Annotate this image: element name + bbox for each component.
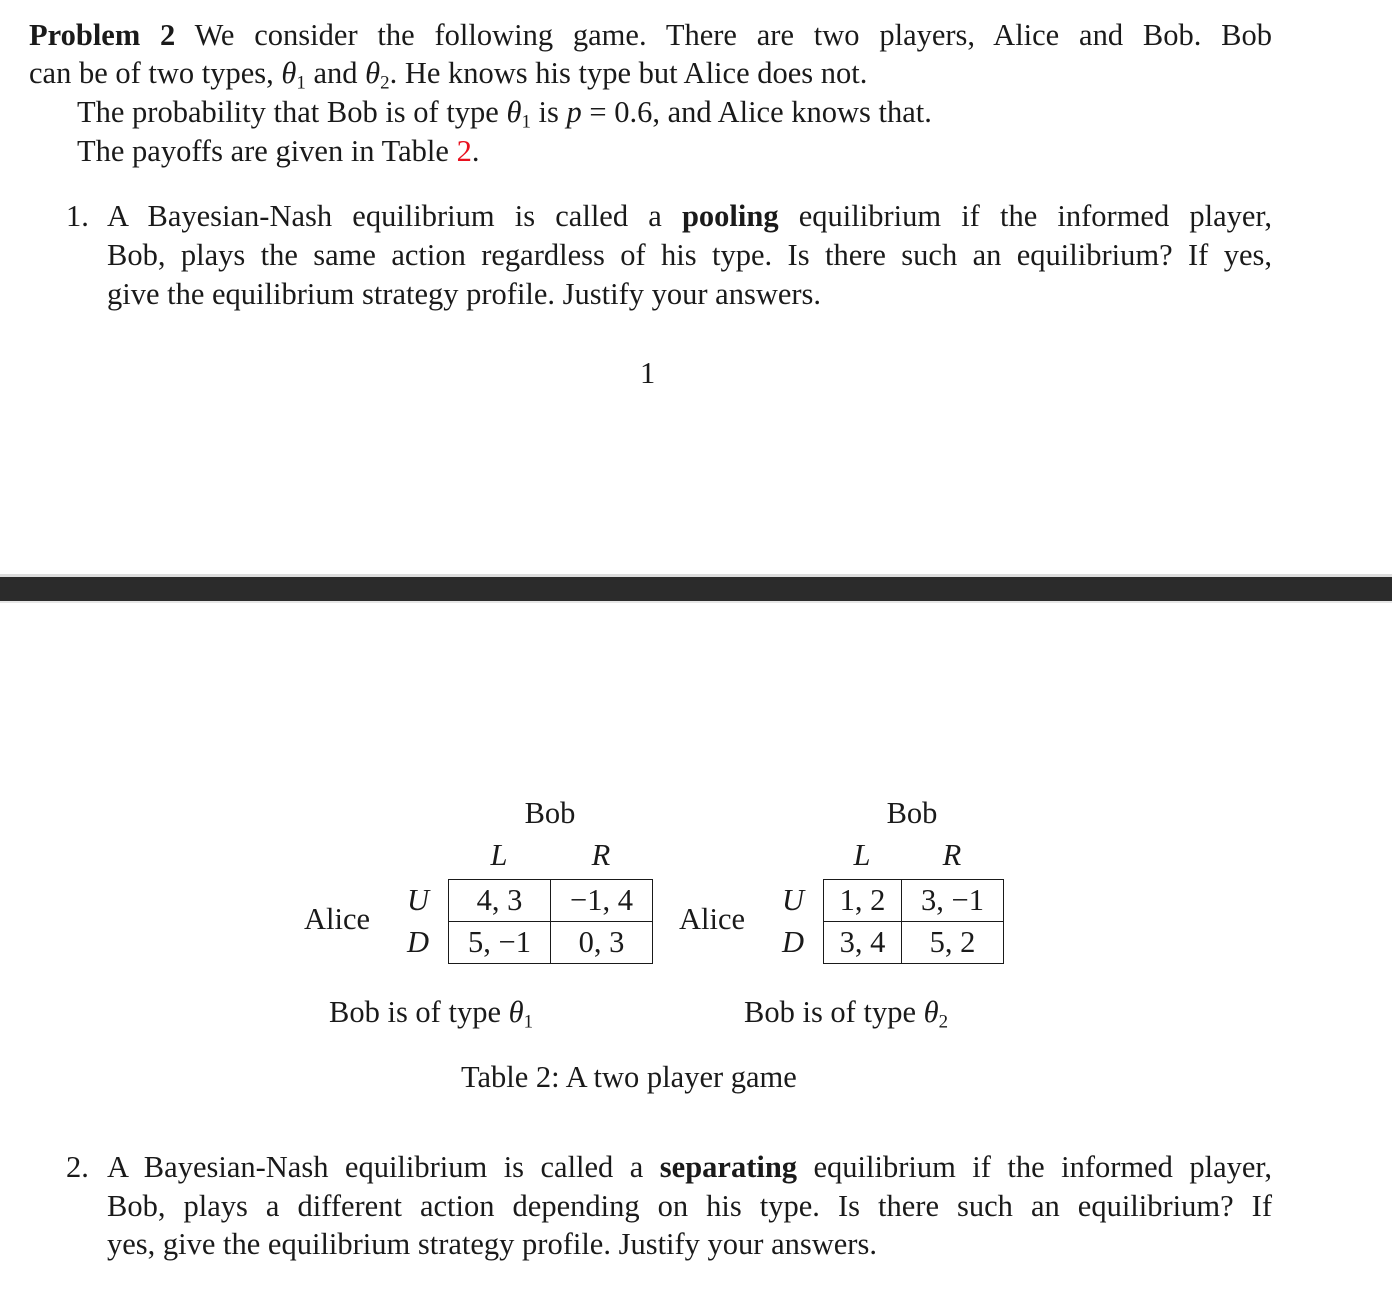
col-player-label: Bob xyxy=(524,796,576,830)
question-1-line-2: Bob, plays the same action regardless of his type. Is there such an equilibrium? If yes, xyxy=(107,238,1272,272)
probability-line: The probability that Bob is of type $\theta_1$ is p = 0.6, and Alice knows that. xyxy=(77,95,932,133)
game-caption: Bob is of type $\theta_2$ xyxy=(744,995,949,1033)
question-2-line-2: Bob, plays a different action depending on his type. Is there such an equilibrium? If xyxy=(107,1189,1272,1223)
col-action-R: R xyxy=(942,838,962,872)
row-player-label: Alice xyxy=(679,902,746,936)
row-player-label: Alice xyxy=(304,902,371,936)
problem-label: Problem 2 xyxy=(29,18,176,52)
payoff-cell: 5, −1 xyxy=(449,922,551,964)
payoff-cell: 4, 3 xyxy=(449,880,551,922)
question-2-number: 2. xyxy=(66,1150,89,1184)
question-2-line-3: yes, give the equilibrium strategy profile. Justify your answers. xyxy=(107,1227,877,1261)
col-action-L: L xyxy=(853,838,871,872)
question-1-number: 1. xyxy=(66,199,89,233)
row-action-D: D xyxy=(406,925,430,959)
payoff-matrix xyxy=(823,879,1004,964)
payoff-cell: 0, 3 xyxy=(551,922,653,964)
game-caption: Bob is of type $\theta_1$ xyxy=(329,995,534,1033)
page-break-shadow-bottom xyxy=(0,601,1392,603)
col-action-R: R xyxy=(591,838,611,872)
question-1-line-1: A Bayesian-Nash equilibrium is called a pooling equilibrium if the informed player, xyxy=(107,199,1272,233)
payoff-cell: 3, 4 xyxy=(824,922,902,964)
payoff-cell: 3, −1 xyxy=(902,880,1004,922)
problem-line-2: can be of two types, $\theta_1$ and $\theta_2$. He knows his type but Alice does not. xyxy=(29,56,868,94)
col-player-label: Bob xyxy=(886,796,938,830)
page-break-divider xyxy=(0,577,1392,601)
payoff-matrix xyxy=(448,879,653,964)
table-caption: Table 2: A two player game xyxy=(461,1060,797,1094)
row-action-U: U xyxy=(406,883,430,917)
row-action-U: U xyxy=(781,883,805,917)
problem-line-1: Problem 2 We consider the following game. There are two players, Alice and Bob. Bob xyxy=(29,18,1273,52)
table-reference-link[interactable]: 2 xyxy=(456,134,472,168)
row-action-D: D xyxy=(781,925,805,959)
payoff-cell: 5, 2 xyxy=(902,922,1004,964)
payoff-cell: −1, 4 xyxy=(551,880,653,922)
question-2-line-1: A Bayesian-Nash equilibrium is called a separating equilibrium if the informed player, xyxy=(107,1150,1272,1184)
question-1-line-3: give the equilibrium strategy profile. Justify your answers. xyxy=(107,277,822,311)
payoff-cell: 1, 2 xyxy=(824,880,902,922)
col-action-L: L xyxy=(490,838,508,872)
page-number: 1 xyxy=(640,356,656,390)
payoffs-line: The payoffs are given in Table 2. xyxy=(77,134,480,168)
